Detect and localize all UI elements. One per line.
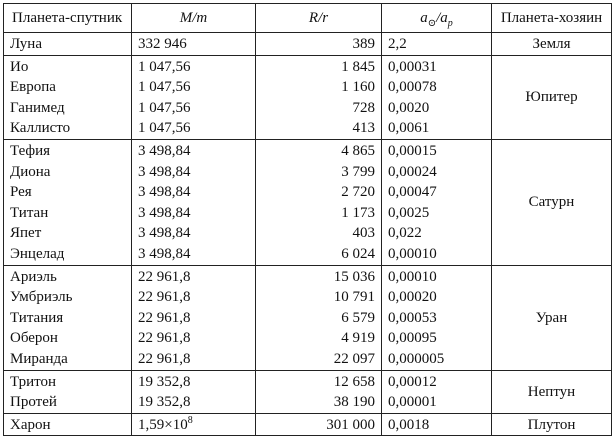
host-planet-cell: [492, 413, 612, 436]
header-host: Планета-хозяин: [492, 4, 612, 33]
mass-ratio: 1 047,56: [138, 58, 191, 75]
radius-ratio-cell: [256, 139, 382, 161]
satellite-name: Титан: [10, 204, 49, 221]
radius-ratio: 301 000: [326, 416, 375, 433]
mass-ratio-cell: [132, 203, 256, 224]
mass-ratio-cell: [132, 287, 256, 308]
satellite-name-cell: [4, 370, 132, 392]
mass-ratio-cell: [132, 370, 256, 392]
radius-ratio-cell: [256, 77, 382, 98]
mass-ratio: 22 961,8: [138, 309, 191, 326]
radius-ratio: 1 845: [341, 58, 375, 75]
host-planet-cell: [492, 139, 612, 265]
radius-ratio-cell: [256, 33, 382, 56]
mass-ratio-cell: [132, 162, 256, 183]
radius-ratio: 22 097: [333, 350, 375, 367]
radius-ratio-cell: [256, 98, 382, 119]
table-row: [4, 33, 612, 56]
radius-ratio: 6 579: [341, 309, 375, 326]
mass-ratio-cell: [132, 349, 256, 370]
satellite-name: Луна: [10, 36, 42, 52]
mass-ratio: 22 961,8: [138, 350, 191, 367]
acceleration-ratio-cell: [382, 182, 492, 203]
acceleration-ratio-cell: [382, 328, 492, 349]
radius-ratio: 38 190: [333, 394, 375, 411]
header-mass-ratio: M/m: [132, 4, 256, 33]
satellite-name-cell: [4, 182, 132, 203]
radius-ratio-cell: [256, 349, 382, 370]
mass-ratio: 1 047,56: [138, 79, 191, 96]
acceleration-ratio-cell: [382, 139, 492, 161]
satellite-name: Диона: [10, 163, 51, 180]
satellite-name: Энцелад: [10, 245, 65, 262]
radius-ratio: 4 865: [341, 142, 375, 159]
satellite-name: Миранда: [10, 350, 68, 367]
satellite-name-cell: [4, 55, 132, 77]
header-row: [4, 4, 612, 33]
acceleration-ratio: 0,00078: [388, 79, 437, 96]
radius-ratio: 2 720: [341, 184, 375, 201]
group-3: [4, 265, 612, 370]
table-row: [4, 370, 612, 392]
mass-exponent: 8: [187, 414, 193, 426]
acceleration-ratio: 0,00024: [388, 163, 437, 180]
satellite-name: Титания: [10, 309, 64, 326]
mass-ratio: 3 498,84: [138, 142, 191, 159]
radius-ratio: 3 799: [341, 163, 375, 180]
satellite-name: Тефия: [10, 142, 51, 159]
acceleration-ratio-cell: [382, 98, 492, 119]
acceleration-ratio: 0,0018: [388, 416, 430, 433]
satellite-name: Япет: [10, 225, 42, 242]
mass-ratio: 19 352,8: [138, 394, 191, 411]
satellite-name: Умбриэль: [10, 289, 73, 306]
host-planet: Плутон: [527, 416, 576, 433]
acceleration-ratio: 0,00053: [388, 309, 437, 326]
satellite-name: Ариэль: [10, 268, 57, 285]
radius-ratio-cell: [256, 55, 382, 77]
acceleration-ratio-cell: [382, 162, 492, 183]
acceleration-ratio: 0,00010: [388, 268, 437, 285]
radius-ratio-cell: [256, 265, 382, 287]
mass-ratio: 1,59×10: [138, 416, 188, 433]
satellites-table: [3, 3, 612, 436]
satellite-name-cell: [4, 162, 132, 183]
host-planet: Юпитер: [525, 89, 578, 106]
mass-ratio-cell: [132, 55, 256, 77]
radius-ratio: 12 658: [333, 373, 375, 390]
mass-ratio: 22 961,8: [138, 268, 191, 285]
host-planet: Уран: [535, 309, 568, 326]
satellite-name-cell: [4, 77, 132, 98]
mass-ratio: 1 047,56: [138, 99, 191, 116]
acceleration-ratio: 0,0020: [388, 99, 430, 116]
radius-ratio-cell: [256, 328, 382, 349]
satellite-name-cell: [4, 392, 132, 413]
satellite-name-cell: [4, 308, 132, 329]
table-row: [4, 265, 612, 287]
radius-ratio-cell: [256, 287, 382, 308]
host-planet-cell: [492, 55, 612, 139]
mass-ratio: 3 498,84: [138, 245, 191, 262]
satellite-name: Харон: [10, 416, 51, 433]
mass-ratio-cell: [132, 77, 256, 98]
satellite-name-cell: [4, 328, 132, 349]
satellite-name-cell: [4, 203, 132, 224]
satellite-name: Оберон: [10, 330, 58, 347]
mass-ratio-cell: [132, 182, 256, 203]
satellite-name-cell: [4, 413, 132, 436]
host-planet: Земля: [532, 36, 571, 52]
host-planet: Сатурн: [528, 194, 575, 211]
acceleration-ratio: 0,00031: [388, 58, 437, 75]
acceleration-ratio-cell: [382, 287, 492, 308]
header-accel-slash: /a: [436, 10, 448, 26]
radius-ratio: 15 036: [333, 268, 375, 285]
satellite-name-cell: [4, 265, 132, 287]
acceleration-ratio-cell: [382, 77, 492, 98]
mass-ratio: 3 498,84: [138, 184, 191, 201]
satellite-name: Европа: [10, 79, 56, 96]
acceleration-ratio: 0,00095: [388, 330, 437, 347]
acceleration-ratio-cell: [382, 223, 492, 244]
header-accel-sub-sun: ⊙: [427, 18, 437, 29]
mass-ratio: 22 961,8: [138, 330, 191, 347]
group-2: [4, 139, 612, 265]
header-radius-ratio: R/r: [256, 4, 382, 33]
radius-ratio-cell: [256, 162, 382, 183]
acceleration-ratio: 0,0025: [388, 204, 430, 221]
acceleration-ratio-cell: [382, 413, 492, 436]
mass-ratio-cell: [132, 223, 256, 244]
host-planet-cell: [492, 33, 612, 56]
host-planet-cell: [492, 370, 612, 413]
mass-ratio-cell: [132, 118, 256, 139]
acceleration-ratio: 0,00001: [388, 394, 437, 411]
mass-ratio: 3 498,84: [138, 225, 191, 242]
group-4: [4, 370, 612, 413]
acceleration-ratio-cell: [382, 118, 492, 139]
satellite-name: Тритон: [10, 373, 57, 390]
acceleration-ratio: 0,0061: [388, 120, 430, 137]
header-satellite: Планета-спутник: [4, 4, 132, 33]
acceleration-ratio-cell: [382, 203, 492, 224]
acceleration-ratio-cell: [382, 244, 492, 265]
mass-ratio-cell: [132, 33, 256, 56]
acceleration-ratio-cell: [382, 349, 492, 370]
radius-ratio: 1 160: [341, 79, 375, 96]
satellite-name-cell: [4, 349, 132, 370]
radius-ratio: 403: [352, 225, 375, 242]
header-accel-sub-planet: p: [447, 18, 453, 29]
radius-ratio-cell: [256, 203, 382, 224]
acceleration-ratio: 0,00047: [388, 184, 437, 201]
header-accel-main: a: [420, 10, 428, 26]
satellite-name: Ганимед: [10, 99, 65, 116]
mass-ratio: 19 352,8: [138, 373, 191, 390]
satellite-name: Рея: [10, 184, 32, 201]
radius-ratio-cell: [256, 244, 382, 265]
radius-ratio-cell: [256, 223, 382, 244]
acceleration-ratio-cell: [382, 308, 492, 329]
acceleration-ratio: 0,022: [388, 225, 422, 242]
acceleration-ratio: 0,00010: [388, 245, 437, 262]
acceleration-ratio-cell: [382, 392, 492, 413]
mass-ratio: 332 946: [138, 36, 187, 52]
radius-ratio: 10 791: [333, 289, 375, 306]
acceleration-ratio: 0,00015: [388, 142, 437, 159]
host-planet: Нептун: [527, 383, 576, 400]
group-1: [4, 55, 612, 139]
radius-ratio-cell: [256, 370, 382, 392]
radius-ratio-cell: [256, 392, 382, 413]
satellite-name-cell: [4, 98, 132, 119]
radius-ratio-cell: [256, 118, 382, 139]
mass-ratio: 3 498,84: [138, 163, 191, 180]
mass-ratio-cell: [132, 244, 256, 265]
radius-ratio: 1 173: [341, 204, 375, 221]
radius-ratio: 413: [352, 120, 375, 137]
mass-ratio: 3 498,84: [138, 204, 191, 221]
radius-ratio-cell: [256, 413, 382, 436]
radius-ratio: 728: [352, 99, 375, 116]
mass-ratio-cell: [132, 328, 256, 349]
satellite-name-cell: [4, 223, 132, 244]
satellite-name: Ио: [10, 58, 29, 75]
mass-ratio-cell: [132, 392, 256, 413]
satellite-name-cell: [4, 139, 132, 161]
acceleration-ratio: 2,2: [388, 36, 407, 52]
table-row: [4, 139, 612, 161]
satellite-name-cell: [4, 33, 132, 56]
radius-ratio: 6 024: [341, 245, 375, 262]
mass-ratio-cell: [132, 308, 256, 329]
table-row: [4, 413, 612, 436]
acceleration-ratio-cell: [382, 265, 492, 287]
mass-ratio: 1 047,56: [138, 120, 191, 137]
table-row: [4, 55, 612, 77]
header-acceleration-ratio: [382, 4, 492, 33]
satellite-name: Каллисто: [10, 120, 71, 137]
satellite-name-cell: [4, 118, 132, 139]
acceleration-ratio: 0,00012: [388, 373, 437, 390]
radius-ratio-cell: [256, 308, 382, 329]
group-5: [4, 413, 612, 436]
radius-ratio: 4 919: [341, 330, 375, 347]
acceleration-ratio: 0,000005: [388, 350, 445, 367]
acceleration-ratio: 0,00020: [388, 289, 437, 306]
radius-ratio-cell: [256, 182, 382, 203]
acceleration-ratio-cell: [382, 370, 492, 392]
group-0: [4, 33, 612, 56]
mass-ratio: 22 961,8: [138, 289, 191, 306]
satellite-name-cell: [4, 287, 132, 308]
mass-ratio-cell: [132, 265, 256, 287]
mass-ratio-cell: [132, 139, 256, 161]
host-planet-cell: [492, 265, 612, 370]
radius-ratio: 389: [352, 36, 375, 52]
satellite-name-cell: [4, 244, 132, 265]
acceleration-ratio-cell: [382, 33, 492, 56]
mass-ratio-cell: [132, 413, 256, 436]
mass-ratio-cell: [132, 98, 256, 119]
satellite-name: Протей: [10, 394, 57, 411]
acceleration-ratio-cell: [382, 55, 492, 77]
